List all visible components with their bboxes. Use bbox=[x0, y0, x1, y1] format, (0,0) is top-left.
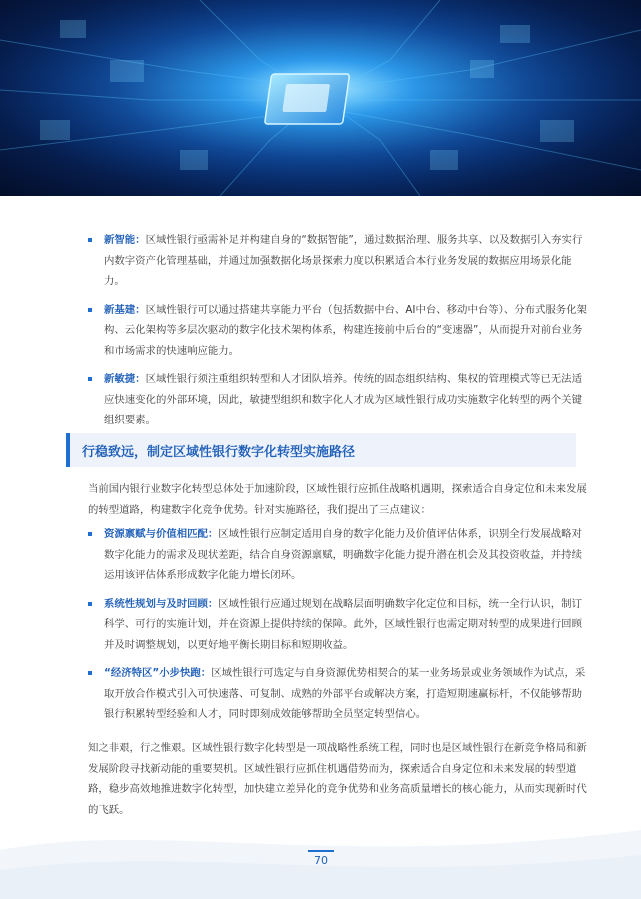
header-tech-image bbox=[0, 0, 641, 196]
section-heading bbox=[66, 433, 576, 467]
section-title: 行稳致远，制定区域性银行数字化转型实施路径 bbox=[82, 445, 356, 460]
bullet-marker bbox=[88, 602, 92, 606]
bullet-keyword: 资源禀赋与价值相匹配： bbox=[104, 528, 219, 540]
bullet-marker bbox=[88, 532, 92, 536]
bullet-text: 区域性银行应制定适用自身的数字化能力及价值评估体系，识别全行发展战略对数字化能力的需求及现状差距，结合自身资源禀赋，明确数字化能力提升潜在机会及其投资收益，并持续运用该评估体系形成数字化能力增长闭环。 bbox=[104, 528, 582, 581]
bullet-text: 区域性银行须注重组织转型和人才团队培养。传统的固态组织结构、集权的管理模式等已无法适应快速变化的外部环境，因此，敏捷型组织和数字化人才成为区域性银行成功实施数字化转型的两个关键组织要素。 bbox=[104, 373, 582, 426]
bullet-marker bbox=[88, 377, 92, 381]
bullet-keyword: 新敏捷： bbox=[104, 373, 146, 385]
intro-paragraph: 当前国内银行业数字化转型总体处于加速阶段，区域性银行应抓住战略机遇期，探索适合自身定位和未来发展的转型道路，构建数字化竞争优势。针对实施路径，我们提出了三点建议： bbox=[88, 483, 587, 516]
bullet-text: 区域性银行可以通过搭建共享能力平台（包括数据中台、AI中台、移动中台等）、分布式服务化架构、云化架构等多层次驱动的数字化技术架构体系，构建连接前中后台的“变速器”，从而提升对前台业务和市场需求的快速响应能力。 bbox=[104, 303, 587, 357]
bullet-keyword: 新智能： bbox=[104, 234, 146, 246]
bullet-marker bbox=[88, 308, 92, 312]
circuit-board-illustration bbox=[0, 0, 641, 196]
bullet-item-new-agility bbox=[88, 369, 588, 431]
bullet-item-systematic-planning bbox=[88, 594, 588, 656]
bullet-item-resource-value bbox=[88, 524, 588, 586]
closing-paragraph: 知之非艰，行之惟艰。区域性银行数字化转型是一项战略性系统工程，同时也是区域性银行在新竞争格局和新发展阶段寻找新动能的重要契机。区域性银行应抓住机遇借势而为，探索适合自身定位和未来发展的转型道路，稳步高效地推进数字化转型，加快建立差异化的竞争优势和业务高质量增长的核心能力，从而实现新时代的飞跃。 bbox=[88, 742, 587, 816]
bullet-item-special-zone bbox=[88, 663, 588, 725]
bullet-text: 区域性银行可选定与自身资源优势相契合的某一业务场景或业务领域作为试点，采取开放合作模式引入可快速落、可复制、成熟的外部平台或解决方案，打造短期速赢标杆，不仅能够帮助银行积累转型经验和人才，同时即刻成效能够帮助全员坚定转型信心。 bbox=[104, 667, 586, 720]
bottom-bullet-list bbox=[88, 524, 588, 725]
top-bullet-list bbox=[88, 230, 588, 431]
page-number: 70 bbox=[308, 850, 334, 867]
bullet-marker bbox=[88, 671, 92, 675]
bullet-text: 区域性银行应通过规划在战略层面明确数字化定位和目标，统一全行认识，制订科学、可行的实施计划，并在资源上提供持续的保障。此外，区域性银行也需定期对转型的成果进行回顾并及时调整规划，以更好地平衡长期目标和短期收益。 bbox=[104, 597, 582, 651]
bullet-keyword: 系统性规划与及时回顾： bbox=[104, 597, 219, 610]
bullet-text: 区域性银行亟需补足并构建自身的“数据智能”，通过数据治理、服务共享、以及数据引入夯实行内数字资产化管理基础，并通过加强数据化场景探索力度以积累适合本行业务发展的数据应用场景化能力。 bbox=[104, 234, 583, 287]
bullet-keyword: 新基建： bbox=[104, 303, 146, 316]
bullet-item-new-intelligence bbox=[88, 230, 588, 292]
bullet-marker bbox=[88, 238, 92, 242]
bullet-keyword: “经济特区”小步快跑： bbox=[104, 667, 212, 679]
bullet-item-new-infrastructure bbox=[88, 300, 588, 362]
